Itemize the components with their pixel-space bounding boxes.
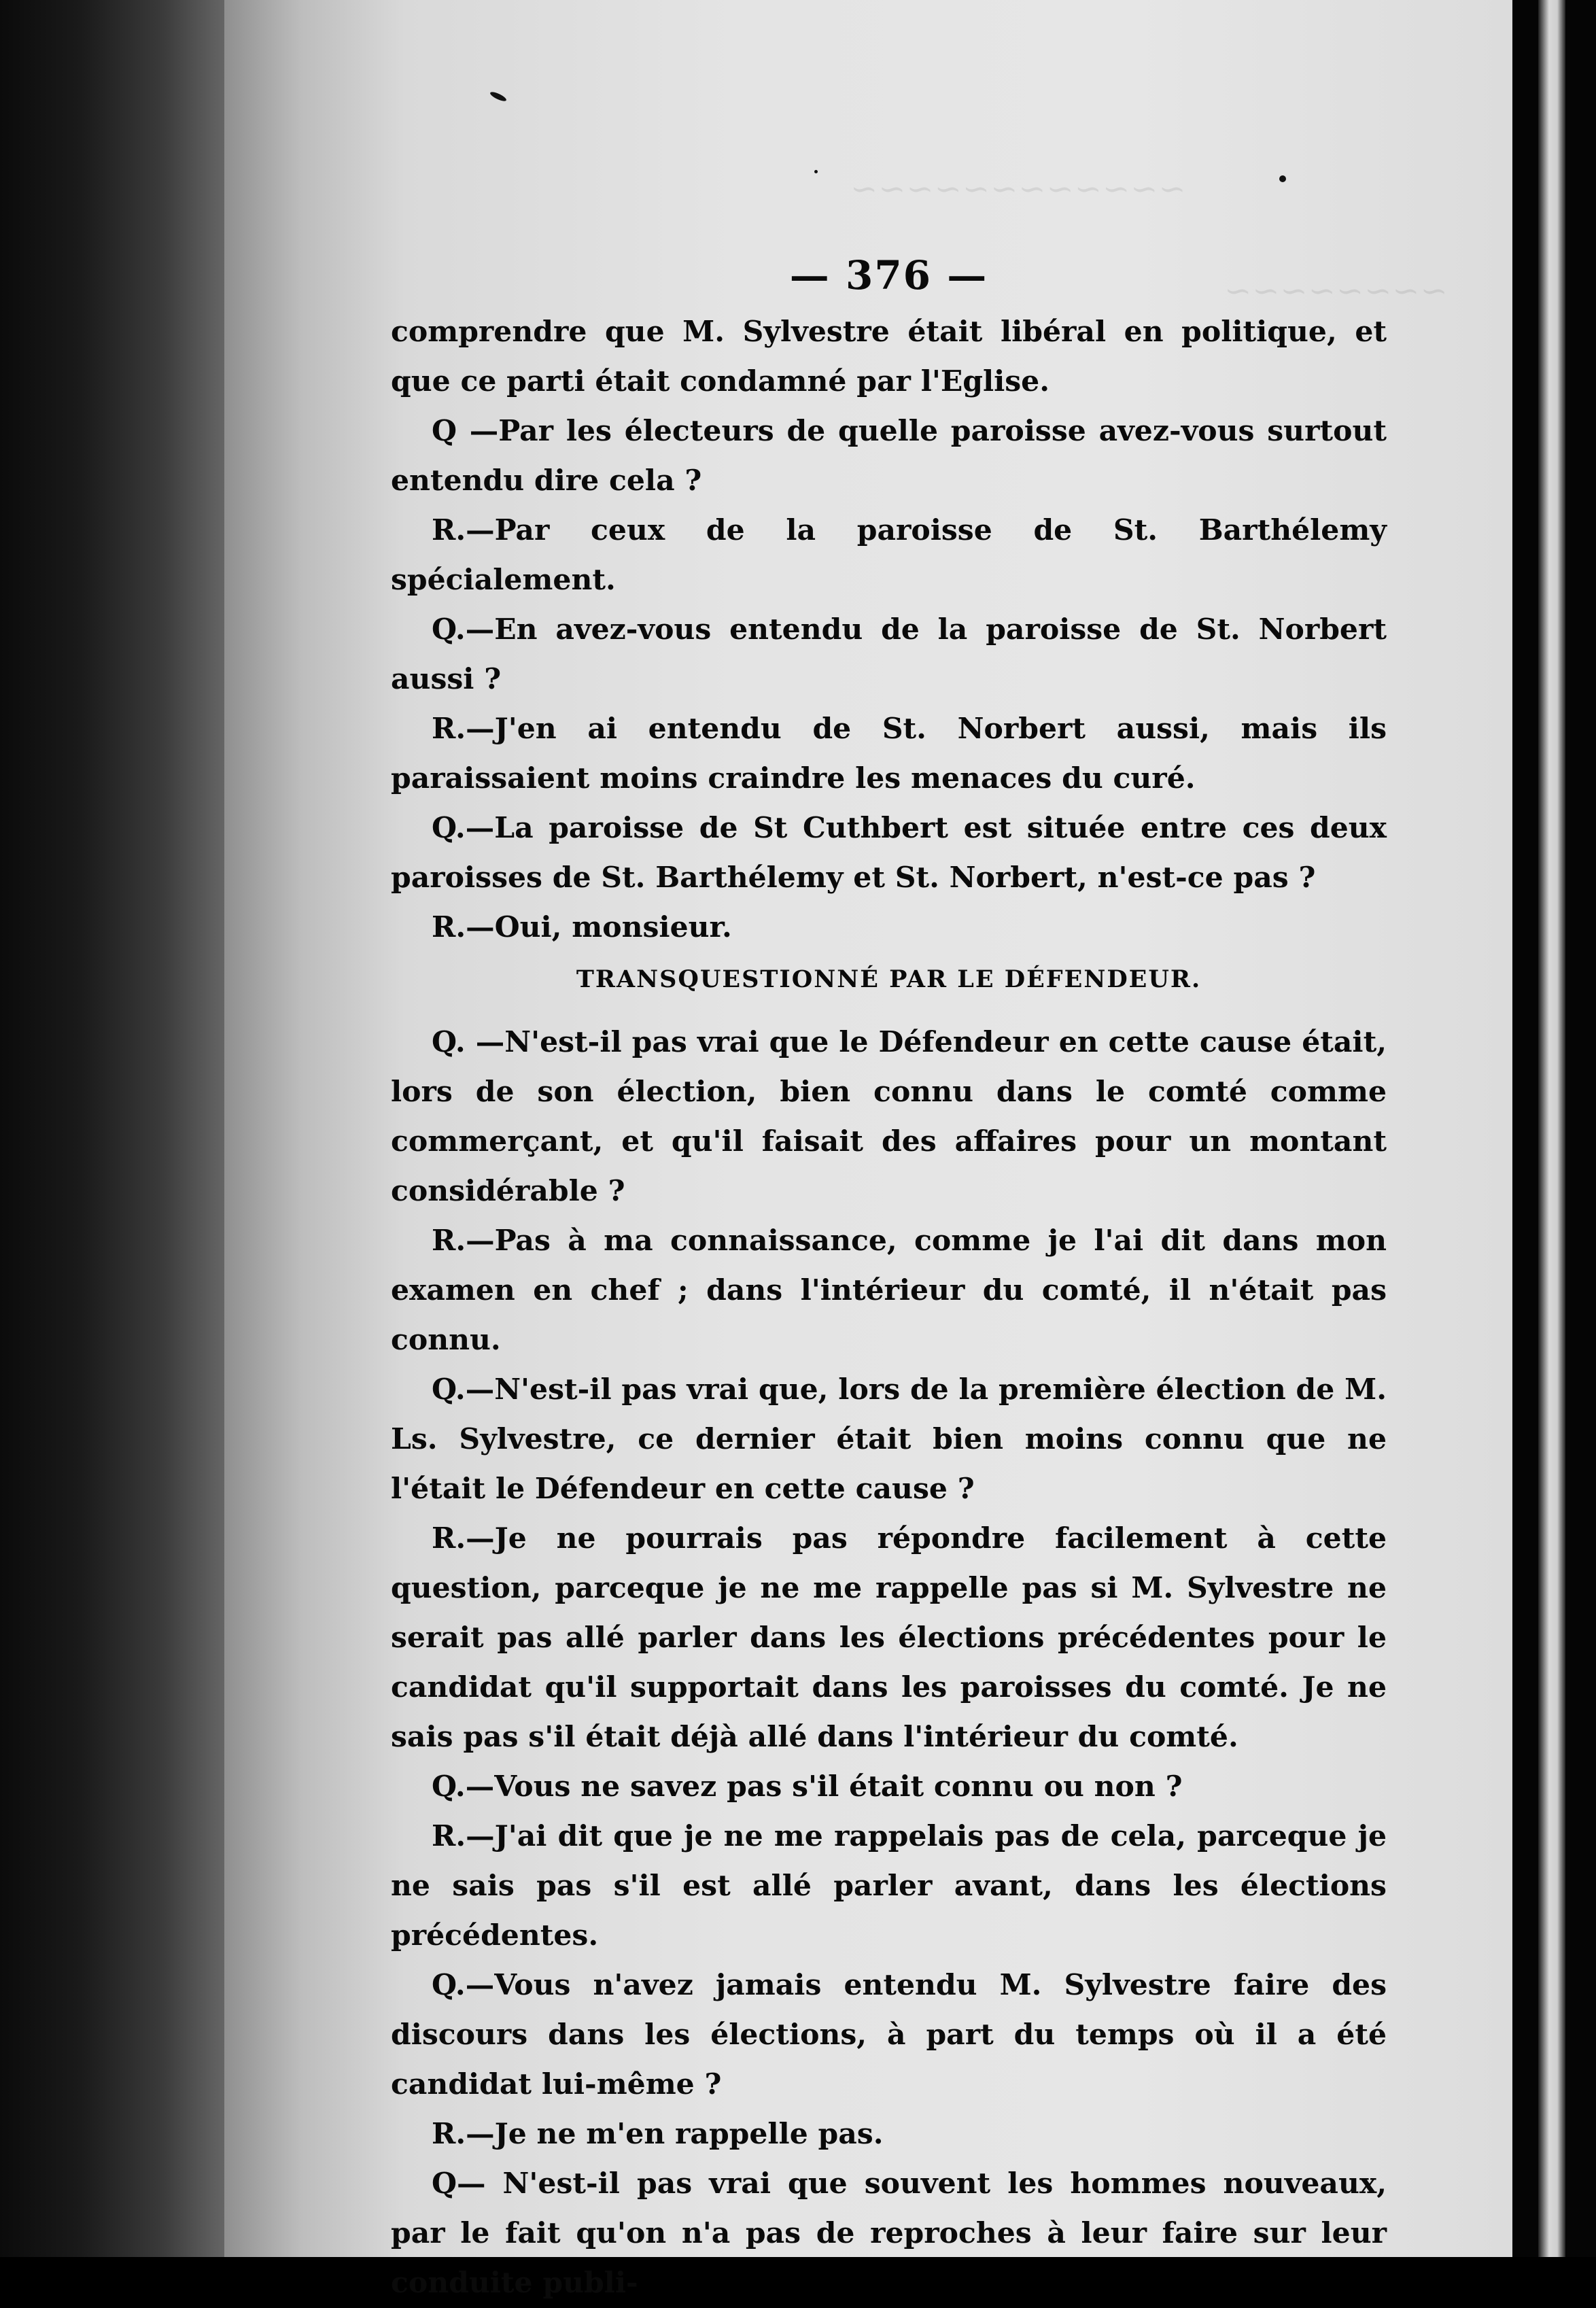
- paragraph: Q.—Vous ne savez pas s'il était connu ou non ?: [432, 1770, 1183, 1804]
- section-heading: TRANSQUESTIONNÉ PAR LE DÉFENDEUR.: [576, 965, 1202, 993]
- paragraph: Q.—La paroisse de St Cuthbert est située entre ces deux paroisses de St. Barthélemy et St. Norbert, n'est-ce pas ?: [391, 811, 1387, 895]
- right-page-edge: [1512, 0, 1596, 2257]
- paragraph: R.—J'ai dit que je ne me rappelais pas de cela, parceque je ne sais pas s'il est allé parler avant, dans les élections précédentes.: [391, 1819, 1387, 1952]
- bleed-through: ~~~~~~~~~~~~: [850, 170, 1186, 208]
- paragraph: Q.—En avez-vous entendu de la paroisse de St. Norbert aussi ?: [391, 613, 1387, 696]
- page-number: — 376 —: [789, 252, 988, 298]
- paragraph: comprendre que M. Sylvestre était libéral en politique, et que ce parti était condamné par l'Eglise.: [391, 315, 1387, 398]
- paragraph: R.—Je ne pourrais pas répondre facilement à cette question, parceque je ne me rappelle pas si M. Sylvestre ne serait pas allé parler dans les élections précédentes pour le candidat qu'il supportait dans les paroisses du comté. Je ne sais pas s'il était déjà allé dans l'intérieur du comté.: [391, 1521, 1387, 1754]
- speck: [1279, 175, 1286, 182]
- paragraph: Q. —N'est-il pas vrai que le Défendeur en cette cause était, lors de son élection, bien connu dans le comté comme commerçant, et qu'il faisait des affaires pour un montant considérable ?: [391, 1025, 1387, 1208]
- next-page-strip: [1538, 0, 1565, 2257]
- speck: [814, 170, 818, 173]
- paragraph: Q— N'est-il pas vrai que souvent les hommes nouveaux, par le fait qu'on n'a pas de reproches à leur faire sur leur conduite publi-: [391, 2167, 1387, 2300]
- binding-shadow: [0, 0, 231, 2257]
- paragraph: R.—Oui, monsieur.: [432, 910, 732, 944]
- paragraph: R.—Pas à ma connaissance, comme je l'ai dit dans mon examen en chef ; dans l'intérieur du comté, il n'était pas connu.: [391, 1224, 1387, 1357]
- text-column: [391, 252, 1387, 2308]
- paragraph: Q.—N'est-il pas vrai que, lors de la première élection de M. Ls. Sylvestre, ce dernier était bien moins connu que ne l'était le Défendeur en cette cause ?: [391, 1373, 1387, 1506]
- paragraph: Q —Par les électeurs de quelle paroisse avez-vous surtout entendu dire cela ?: [391, 414, 1387, 498]
- paragraph: Q.—Vous n'avez jamais entendu M. Sylvestre faire des discours dans les élections, à part du temps où il a été candidat lui-même ?: [391, 1968, 1387, 2101]
- bleed-through: ~~~~~~~~: [1224, 272, 1448, 310]
- paragraph: R.—J'en ai entendu de St. Norbert aussi, mais ils paraissaient moins craindre les menaces du curé.: [391, 712, 1387, 795]
- paragraph: R.—Par ceux de la paroisse de St. Barthélemy spécialement.: [391, 513, 1387, 597]
- paragraph: R.—Je ne m'en rappelle pas.: [432, 2117, 884, 2151]
